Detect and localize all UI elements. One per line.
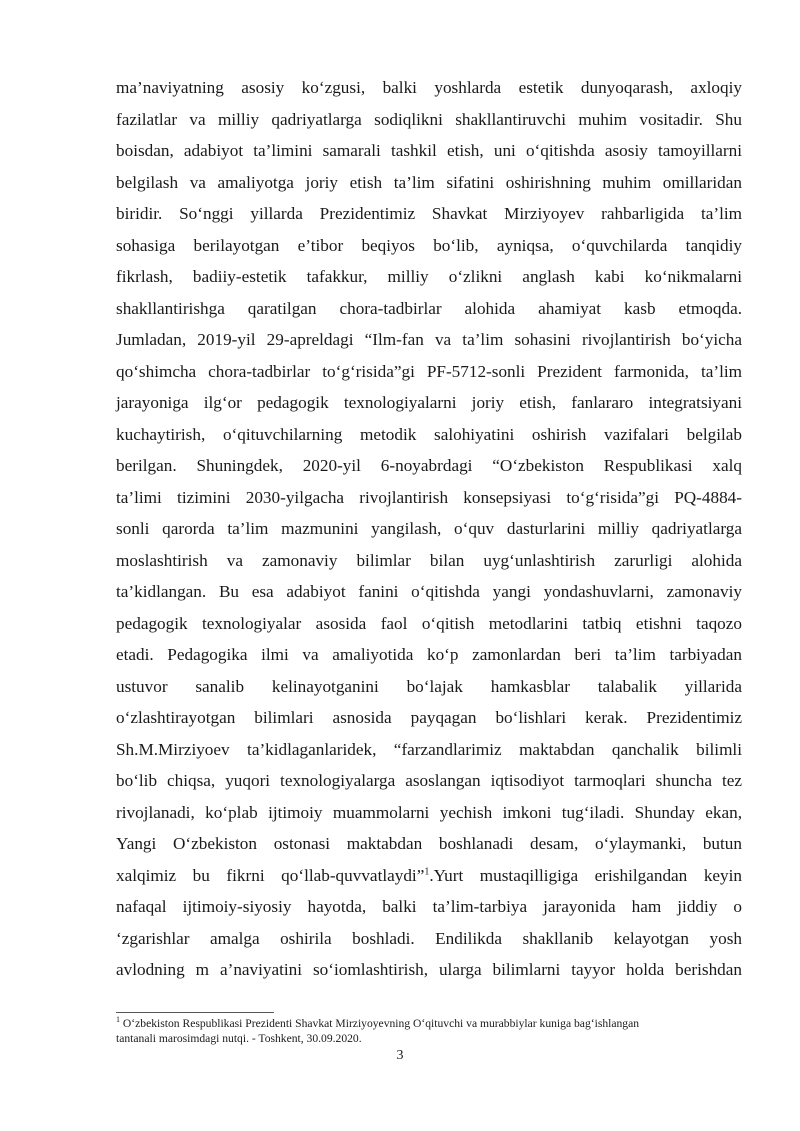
body-text <box>116 72 742 986</box>
footnote-line: tantanali marosimdagi nutqi. - Toshkent, 30.09.2020. <box>116 1032 362 1045</box>
text-line: Jumladan, 2019-yil 29-apreldagi “Ilm-fan va ta’lim sohasini rivojlantirish bo‘yicha <box>116 330 742 349</box>
text-line: o‘zlashtirayotgan bilimlari asnosida payqagan bo‘lishlari kerak. Prezidentimiz <box>116 708 742 727</box>
text-line: avlodning m a’naviyatini so‘iomlashtirish, ularga bilimlarni tayyor holda berishdan <box>116 960 742 979</box>
footnote-reference[interactable]: 1 <box>424 865 430 877</box>
text-line: bo‘lib chiqsa, yuqori texnologiyalarga asoslangan iqtisodiyot tarmoqlari shuncha tez <box>116 771 742 790</box>
text-segment: .Yurt mustaqilligiga erishilgandan keyin <box>429 865 742 885</box>
text-line: qo‘shimcha chora-tadbirlar to‘g‘risida”gi PF-5712-sonli Prezident farmonida, ta’lim <box>116 361 742 381</box>
text-line: Sh.M.Mirziyoev ta’kidlaganlaridek, “farzandlarimiz maktabdan qanchalik bilimli <box>116 739 742 759</box>
text-line: sonli qarorda ta’lim mazmunini yangilash, o‘quv dasturlarini milliy qadriyatlarga <box>116 519 742 538</box>
text-line: pedagogik texnologiyalar asosida faol o‘qitish metodlarini tatbiq etishni taqozo <box>116 613 742 633</box>
text-line: fikrlash, badiiy-estetik tafakkur, milliy o‘zlikni anglash kabi ko‘nikmalarni <box>116 267 742 286</box>
footnote-separator <box>116 1012 274 1013</box>
text-line: etadi. Pedagogika ilmi va amaliyotida ko‘p zamonlardan beri ta’lim tarbiyadan <box>116 645 742 664</box>
footnote <box>116 1016 746 1046</box>
text-line: ma’naviyatning asosiy ko‘zgusi, balki yoshlarda estetik dunyoqarash, axloqiy <box>116 78 742 97</box>
text-line: kuchaytirish, o‘qituvchilarning metodik salohiyatini oshirish vazifalari belgilab <box>116 424 742 444</box>
text-line: ustuvor sanalib kelinayotganini bo‘lajak hamkasblar talabalik yillarida <box>116 676 742 696</box>
text-line: rivojlanadi, ko‘plab ijtimoiy muammolarni yechish imkoni tug‘iladi. Shunday ekan, <box>116 802 742 822</box>
text-line: jarayoniga ilg‘or pedagogik texnologiyalarni joriy etish, fanlararo integratsiyani <box>116 393 742 412</box>
text-line: ‘zgarishlar amalga oshirila boshladi. Endilikda shakllanib kelayotgan yosh <box>116 928 742 948</box>
text-line: nafaqal ijtimoiy-siyosiy hayotda, balki ta’lim-tarbiya jarayonida ham jiddiy o <box>116 897 742 916</box>
text-line: ta’kidlangan. Bu esa adabiyot fanini o‘qitishda yangi yondashuvlarni, zamonaviy <box>116 582 742 601</box>
footnote-marker: 1 <box>116 1015 120 1025</box>
text-line: belgilash va amaliyotga joriy etish ta’lim sifatini oshirishning muhim omillaridan <box>116 172 742 192</box>
page-number: 3 <box>396 1048 404 1063</box>
text-line: biridir. So‘nggi yillarda Prezidentimiz Shavkat Mirziyoyev rahbarligida ta’lim <box>116 204 742 223</box>
text-line: fazilatlar va milliy qadriyatlarga sodiqlikni shakllantiruvchi muhim vositadir. Shu <box>116 109 742 129</box>
text-line: Yangi O‘zbekiston ostonasi maktabdan boshlanadi desam, o‘ylaymanki, butun <box>116 834 742 853</box>
text-line: boisdan, adabiyot ta’limini samarali tashkil etish, uni o‘qitishda asosiy tamoyillarni <box>116 141 742 160</box>
footnote-line <box>116 1016 746 1031</box>
text-line: sohasiga berilayotgan e’tibor beqiyos bo‘lib, ayniqsa, o‘quvchilarda tanqidiy <box>116 235 742 255</box>
text-line: shakllantirishga qaratilgan chora-tadbirlar alohida ahamiyat kasb etmoqda. <box>116 298 742 318</box>
text-line: ta’limi tizimini 2030-yilgacha rivojlantirish konsepsiyasi to‘g‘risida”gi PQ-4884- <box>116 487 742 507</box>
text-line: moslashtirish va zamonaviy bilimlar bilan uyg‘unlashtirish zarurligi alohida <box>116 550 742 570</box>
text-line-with-footnote <box>116 860 742 892</box>
text-line: berilgan. Shuningdek, 2020-yil 6-noyabrdagi “O‘zbekiston Respublikasi xalq <box>116 456 742 475</box>
text-segment: xalqimiz bu fikrni qo‘llab-quvvatlaydi” <box>116 865 425 885</box>
footnote-text: O‘zbekiston Respublikasi Prezidenti Shavkat Mirziyoyevning O‘qituvchi va murabbiylar kuniga bag‘ishlangan <box>120 1017 640 1030</box>
